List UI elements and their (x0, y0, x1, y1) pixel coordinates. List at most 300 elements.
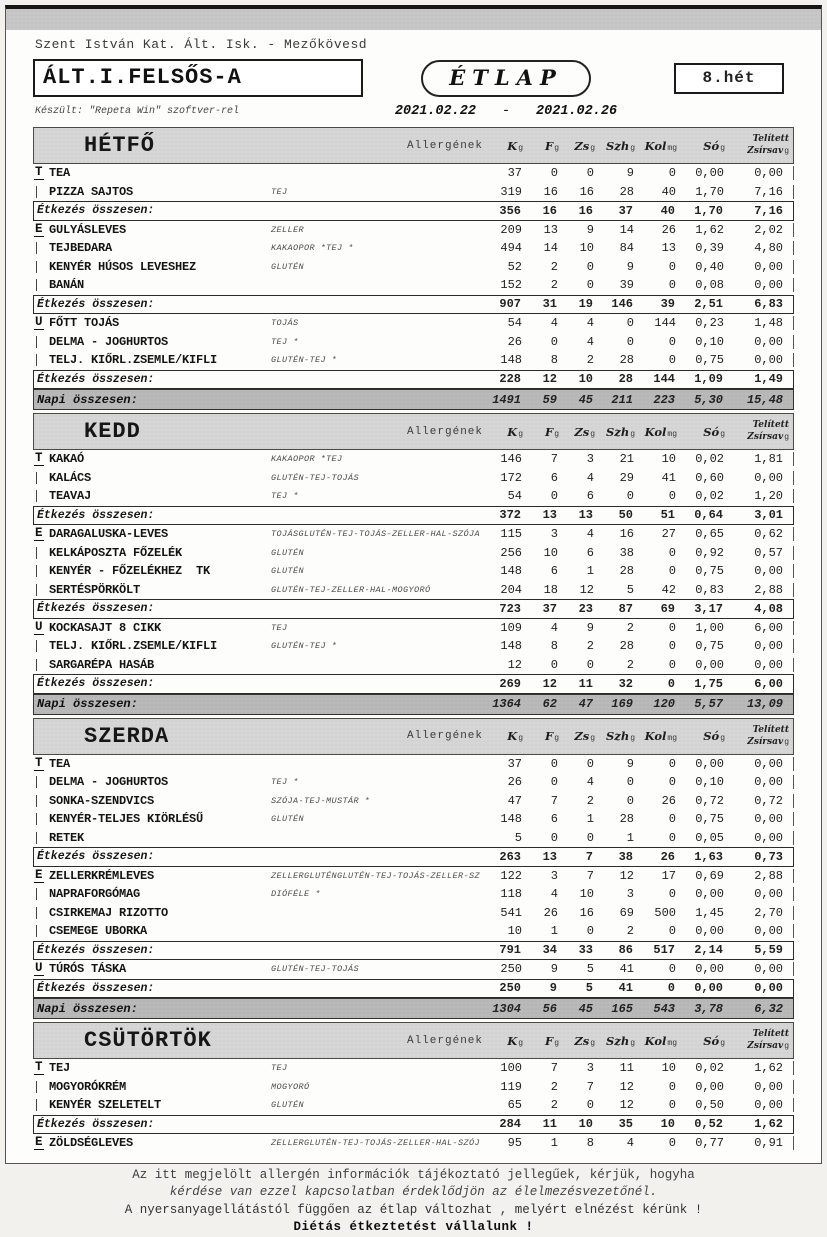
day-total-value: 5,57 (694, 697, 723, 711)
nutrient-value: 0 (586, 1098, 594, 1113)
nutrient-value: 0 (550, 657, 558, 672)
meal-total-value: 69 (660, 601, 675, 616)
nutrient-value: 47 (507, 793, 522, 808)
nutrient-value: 0,00 (734, 887, 794, 901)
column-header-unit: g (518, 429, 523, 439)
menu-row (33, 1059, 794, 1078)
column-header (603, 137, 643, 155)
nutrient-value: 0,00 (734, 353, 794, 367)
nutrient-value: 0,00 (734, 658, 794, 672)
column-header-unit: mg (667, 734, 677, 743)
column-header-unit: g (554, 429, 559, 439)
menu-row (33, 525, 794, 544)
nutrient-value: 10 (579, 887, 594, 902)
meal-total-value: 372 (499, 508, 521, 523)
nutrient-value: 26 (543, 905, 558, 920)
meal-total-value: 37 (542, 601, 557, 616)
meal-allergens: SZÓJA-TEJ-MUSTÁR * (271, 795, 371, 806)
nutrient-value: 27 (661, 527, 676, 542)
meal-total-value: 791 (499, 943, 521, 958)
meal-total-label: Étkezés összesen: (37, 297, 155, 311)
meal-total-value: 10 (660, 1117, 675, 1132)
column-header (603, 1032, 643, 1050)
nutrient-value: 148 (500, 639, 522, 654)
column-header (485, 1032, 531, 1050)
column-header-label: Zs (574, 1033, 590, 1048)
nutrient-value: 0 (668, 620, 676, 635)
meal-type-letter: U (35, 619, 43, 634)
nutrient-value: 2 (550, 259, 558, 274)
allergens-column-label: Allergének (406, 139, 483, 152)
nutrient-value: 122 (500, 868, 522, 883)
meal-total-row (33, 674, 794, 694)
meal-name: KENYÉR - FŐZELÉKHEZ TK (49, 564, 211, 579)
nutrient-value: 0,10 (695, 334, 724, 349)
nutrient-value: 0,00 (734, 166, 794, 180)
column-header-line1: Telített (752, 1029, 789, 1039)
meal-total-value: 50 (618, 508, 633, 523)
meal-total-value: 1,70 (694, 203, 723, 218)
meal-name: KAKAÓ (49, 452, 85, 467)
nutrient-value: 209 (500, 222, 522, 237)
nutrient-value: 0,69 (695, 868, 724, 883)
doc-title: ÉTLAP (421, 60, 590, 97)
meal-name: KELKÁPOSZTA FŐZELÉK (49, 545, 183, 560)
day-total-value: 47 (578, 697, 593, 711)
column-header-label: F (545, 729, 554, 743)
meal-type-letter: T (35, 451, 43, 465)
nutrient-value: 0,02 (695, 1061, 724, 1076)
meal-name: MOGYORÓKRÉM (49, 1079, 127, 1094)
nutrient-value: 28 (619, 184, 634, 199)
column-header (531, 137, 567, 155)
group-continuation-tick (36, 1081, 37, 1093)
nutrient-value: 0,75 (695, 639, 724, 654)
column-header (567, 423, 603, 441)
meal-total-label: Étkezés összesen: (37, 981, 155, 995)
nutrient-value: 12 (507, 657, 522, 672)
meal-total-value: 6,83 (754, 297, 783, 312)
nutrient-value: 6 (586, 545, 594, 560)
meal-total-value: 2,14 (694, 943, 723, 958)
footer-line: Diétás étkeztetést vállalunk ! (293, 1220, 534, 1234)
group-continuation-tick (36, 795, 37, 807)
nutrient-value: 0,57 (734, 546, 794, 560)
nutrient-value: 0 (668, 1136, 676, 1151)
nutrient-value: 0 (668, 775, 676, 790)
menu-row (33, 1134, 794, 1153)
nutrient-value: 0 (586, 259, 594, 274)
meal-type-letter: U (35, 961, 43, 975)
nutrient-value: 0,83 (695, 582, 724, 597)
column-header-label: Kol (644, 729, 667, 743)
day-total-value: 211 (611, 392, 633, 407)
column-header (531, 727, 567, 745)
meal-total-value: 723 (499, 601, 521, 616)
nutrient-value: 6 (586, 489, 594, 504)
column-header-unit: g (590, 734, 595, 743)
nutrient-value: 52 (507, 259, 522, 274)
meal-total-value: 38 (618, 849, 633, 864)
column-header-unit: g (590, 143, 595, 153)
nutrient-value: 0 (668, 962, 676, 977)
day-total-row (33, 998, 794, 1019)
meal-name: KENYÉR HÚSOS LEVESHEZ (49, 259, 197, 274)
meal-allergens: TOJÁS (271, 318, 299, 329)
day-header-band (33, 718, 794, 755)
meal-name: PIZZA SAJTOS (49, 184, 134, 199)
column-header (567, 727, 603, 745)
meal-type-letter: E (35, 1135, 43, 1149)
column-header-unit: g (630, 1038, 635, 1048)
column-header-label: Só (703, 424, 720, 439)
menu-row (33, 619, 794, 638)
day-total-value: 165 (611, 1001, 633, 1016)
nutrient-value: 0,10 (695, 775, 724, 790)
meal-group-marker (33, 904, 49, 923)
meal-total-value: 39 (660, 297, 675, 312)
meal-total-value: 16 (542, 203, 557, 218)
day-name: CSÜTÖRTÖK (84, 1028, 212, 1053)
nutrient-value: 26 (507, 334, 522, 349)
nutrient-value: 4 (586, 470, 594, 485)
meal-total-row (33, 295, 794, 315)
nutrient-value: 9 (550, 962, 558, 977)
meal-name: NAPRAFORGÓMAG (49, 887, 141, 902)
meal-group-marker (33, 792, 49, 811)
nutrient-value: 18 (543, 582, 558, 597)
column-header (685, 137, 733, 155)
group-continuation-tick (36, 584, 37, 596)
meal-group-marker (33, 562, 49, 581)
column-header-label: Szh (605, 424, 630, 439)
nutrient-value: 9 (586, 620, 594, 635)
meal-allergens: GLUTÉN (271, 814, 305, 825)
nutrient-value: 0 (550, 334, 558, 349)
column-header-unit: g (630, 734, 635, 743)
nutrient-value: 41 (619, 962, 634, 977)
nutrient-value: 204 (500, 582, 522, 597)
menu-days (33, 127, 794, 1153)
meal-total-value: 41 (618, 981, 633, 996)
footer-notes (33, 1167, 794, 1237)
column-header-label: K (507, 1033, 518, 1048)
meal-allergens: GLUTÉN-TEJ * (271, 355, 338, 366)
nutrient-value: 172 (500, 470, 522, 485)
meal-group-marker (33, 544, 49, 563)
meal-allergens: TEJ * (271, 777, 299, 788)
meal-total-value: 13 (542, 508, 557, 523)
nutrient-value: 144 (654, 316, 676, 331)
nutrient-value: 0,00 (695, 1079, 724, 1094)
nutrient-value: 2 (626, 924, 634, 939)
meal-group-marker (33, 164, 49, 183)
nutrient-value: 4 (586, 775, 594, 790)
menu-row (33, 581, 794, 600)
day-total-value: 45 (578, 392, 593, 407)
column-header-line2 (733, 430, 789, 443)
meal-group-marker (33, 581, 49, 600)
nutrient-value: 0 (668, 278, 676, 293)
meal-total-value: 40 (660, 203, 675, 218)
nutrient-value: 3 (550, 868, 558, 883)
column-header (733, 420, 793, 443)
column-header-label: K (507, 729, 518, 743)
week-number-box: 8.hét (674, 63, 784, 94)
allergens-column-label: Allergének (406, 730, 483, 742)
meal-total-value: 34 (542, 943, 557, 958)
menu-row (33, 773, 794, 792)
meal-group-marker (33, 829, 49, 848)
nutrient-value: 119 (500, 1079, 522, 1094)
nutrient-value: 14 (619, 222, 634, 237)
column-header (685, 1032, 733, 1050)
meal-group-marker (33, 755, 49, 774)
meal-type-letter: E (35, 867, 43, 882)
nutrient-value: 4 (550, 887, 558, 902)
group-continuation-tick (36, 565, 37, 577)
meal-total-value: 12 (542, 676, 557, 691)
nutrient-value: 10 (579, 241, 594, 256)
meal-name: TELJ. KIŐRL.ZSEMLE/KIFLI (49, 639, 218, 654)
meal-name: TEA (49, 166, 71, 181)
meal-allergens: TOJÁSGLUTÉN-TEJ-TOJÁS-ZELLER-HAL-SZÓJA (271, 529, 481, 540)
meal-allergens: MOGYORÓ (271, 1081, 310, 1092)
meal-total-row (33, 941, 794, 961)
nutrient-value: 12 (579, 582, 594, 597)
meal-total-value: 6,00 (754, 676, 783, 691)
meal-total-row (33, 979, 794, 999)
nutrient-value: 0 (668, 887, 676, 902)
meal-total-value: 1,63 (694, 849, 723, 864)
nutrient-value: 2 (586, 793, 594, 808)
nutrient-value: 146 (500, 452, 522, 467)
meal-allergens: GLUTÉN-TEJ-ZELLER-HAL-MOGYORÓ (271, 584, 431, 595)
meal-name: TEJ (49, 1061, 71, 1076)
column-header-unit: g (784, 737, 789, 747)
column-header-label: Szh (605, 138, 630, 153)
nutrient-value: 0,62 (734, 527, 794, 541)
day-total-value: 1491 (492, 392, 521, 407)
meal-total-value: 26 (660, 849, 675, 864)
meal-name: KALÁCS (49, 470, 92, 485)
nutrient-value: 6 (550, 812, 558, 827)
group-continuation-tick (36, 1099, 37, 1111)
day-total-label: Napi összesen: (37, 1001, 138, 1016)
day-header-band (33, 1022, 794, 1059)
date-to: 2021.02.26 (536, 103, 618, 119)
column-header-unit: g (518, 1038, 523, 1048)
nutrient-value: 0 (626, 793, 634, 808)
meal-total-label: Étkezés összesen: (37, 1117, 155, 1131)
meal-allergens: TEJ (271, 622, 288, 633)
nutrient-value: 5 (514, 830, 522, 845)
column-header-line1: Telített (752, 134, 789, 144)
nutrient-value: 0,02 (695, 489, 724, 504)
column-header-unit: g (784, 1042, 789, 1051)
day-header-band (33, 413, 794, 450)
nutrient-value: 10 (661, 1061, 676, 1076)
nutrient-value: 1,70 (695, 184, 724, 199)
nutrient-value: 7,16 (734, 185, 794, 199)
meal-group-marker (33, 525, 49, 544)
meal-name: CSIRKEMAJ RIZOTTO (49, 905, 169, 920)
group-continuation-tick (36, 907, 37, 919)
meal-total-value: 0 (667, 981, 675, 996)
meal-name: FŐTT TOJÁS (49, 316, 120, 331)
day-total-value: 120 (653, 697, 675, 711)
meal-total-row (33, 370, 794, 390)
nutrient-value: 1,81 (734, 452, 794, 466)
nutrient-value: 0,00 (734, 962, 794, 976)
meal-total-value: 1,49 (754, 372, 783, 387)
column-header-label: Szh (605, 1033, 630, 1048)
nutrient-value: 1 (586, 812, 594, 827)
meal-allergens: GLUTÉN-TEJ-TOJÁS (271, 964, 360, 975)
nutrient-value: 9 (626, 259, 634, 274)
column-header-label: Só (703, 729, 720, 743)
menu-row (33, 1078, 794, 1097)
meal-name: RETEK (49, 830, 85, 845)
day-total-value: 56 (542, 1001, 557, 1016)
menu-row (33, 333, 794, 352)
menu-row (33, 867, 794, 886)
nutrient-value: 40 (661, 184, 676, 199)
nutrient-value: 28 (619, 353, 634, 368)
day-block (33, 718, 794, 1020)
column-header (643, 137, 685, 155)
day-total-value: 169 (611, 697, 633, 711)
nutrient-value: 0,72 (695, 793, 724, 808)
day-total-value: 5,30 (694, 392, 723, 407)
nutrient-value: 2 (550, 1079, 558, 1094)
column-header-label: Zsírsav (747, 146, 784, 156)
meal-total-row (33, 506, 794, 526)
column-header-line2 (733, 1039, 789, 1052)
meal-total-value: 87 (618, 601, 633, 616)
meal-total-value: 263 (499, 849, 521, 864)
footer-line: Az itt megjelölt allergén információk tájékoztató jellegűek, kérjük, hogyha (132, 1167, 695, 1182)
nutrient-value: 0,00 (695, 962, 724, 977)
meal-total-value: 51 (660, 508, 675, 523)
day-total-value: 1364 (492, 697, 521, 711)
column-header-unit: g (784, 433, 789, 442)
day-total-value: 15,48 (746, 392, 783, 407)
meal-total-row (33, 201, 794, 221)
nutrient-value: 3 (626, 887, 634, 902)
meal-total-value: 1,09 (694, 372, 723, 387)
day-total-value: 543 (653, 1001, 675, 1016)
nutrient-value: 0,00 (734, 639, 794, 653)
meal-total-value: 86 (618, 943, 633, 958)
date-range (378, 104, 634, 119)
nutrient-value: 0 (626, 316, 634, 331)
class-name-box: ÁLT.I.FELSŐS-A (33, 59, 363, 97)
meal-total-value: 146 (611, 297, 633, 312)
column-header-label: Só (703, 138, 720, 153)
meal-total-value: 0,00 (754, 981, 783, 996)
meal-group-marker (33, 1059, 49, 1078)
meal-group-marker (33, 960, 49, 979)
nutrient-value: 9 (626, 166, 634, 181)
menu-row (33, 450, 794, 469)
nutrient-value: 26 (661, 222, 676, 237)
nutrient-value: 0 (586, 166, 594, 181)
day-total-value: 6,32 (754, 1001, 783, 1016)
nutrient-value: 0,00 (695, 924, 724, 939)
meal-group-marker (33, 637, 49, 656)
day-total-value: 1304 (492, 1001, 521, 1016)
nutrient-value: 0 (550, 166, 558, 181)
column-header (685, 727, 733, 745)
meal-allergens: TEJ * (271, 336, 299, 347)
column-header-label: K (507, 138, 518, 153)
scan-top-band (6, 9, 821, 30)
column-header-line1: Telített (752, 420, 789, 430)
nutrient-value: 2,70 (734, 906, 794, 920)
nutrient-value: 0,75 (695, 812, 724, 827)
nutrient-value: 16 (579, 184, 594, 199)
nutrient-value: 0,00 (734, 260, 794, 274)
nutrient-value: 0 (626, 489, 634, 504)
meal-group-marker (33, 221, 49, 240)
meal-total-value: 13 (542, 849, 557, 864)
meal-group-marker (33, 922, 49, 941)
nutrient-value: 54 (507, 489, 522, 504)
nutrient-value: 28 (619, 564, 634, 579)
column-header-unit: g (720, 143, 725, 153)
menu-row (33, 221, 794, 240)
meal-total-value: 0 (667, 676, 675, 691)
nutrient-value: 69 (619, 905, 634, 920)
meal-name: BANÁN (49, 278, 85, 293)
nutrient-value: 1 (586, 564, 594, 579)
nutrient-value: 37 (507, 166, 522, 181)
column-header-label: F (545, 424, 554, 439)
nutrient-value: 0,00 (734, 278, 794, 292)
nutrient-value: 0 (586, 657, 594, 672)
meal-total-row (33, 847, 794, 867)
nutrient-value: 21 (619, 452, 634, 467)
meal-total-value: 9 (549, 981, 557, 996)
nutrient-value: 6 (550, 470, 558, 485)
meal-total-value: 1,75 (694, 676, 723, 691)
nutrient-value: 0 (668, 334, 676, 349)
column-header-unit: g (518, 143, 523, 153)
nutrient-value: 6,00 (734, 621, 794, 635)
nutrient-value: 0,39 (695, 241, 724, 256)
meal-group-marker (33, 333, 49, 352)
meal-total-value: 11 (542, 1117, 557, 1132)
nutrient-value: 2 (550, 278, 558, 293)
nutrient-value: 0 (668, 639, 676, 654)
column-header (603, 423, 643, 441)
nutrient-value: 0 (668, 1079, 676, 1094)
meal-group-marker (33, 314, 49, 333)
meal-total-value: 11 (578, 676, 593, 691)
meal-total-value: 23 (578, 601, 593, 616)
nutrient-value: 1,48 (734, 316, 794, 330)
column-header (733, 1029, 793, 1052)
meal-allergens: ZELLERGLUTÉNGLUTÉN-TEJ-TOJÁS-ZELLER-SZ (271, 870, 481, 881)
meal-total-label: Étkezés összesen: (37, 508, 155, 522)
menu-row (33, 562, 794, 581)
nutrient-value: 3 (586, 452, 594, 467)
meal-name: TÚRÓS TÁSKA (49, 962, 127, 977)
meal-total-value: 16 (578, 203, 593, 218)
column-header-unit: g (784, 147, 789, 156)
day-name: SZERDA (84, 723, 170, 749)
